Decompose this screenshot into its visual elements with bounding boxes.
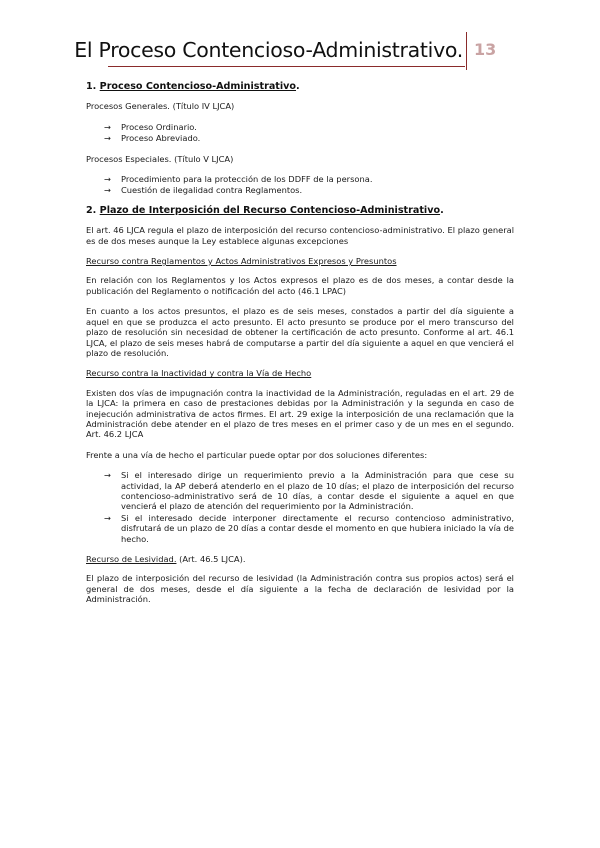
document-body: [86, 82, 514, 615]
list-item-text: Si el interesado dirige un requerimiento previo a la Administración para que cese su actividad, la AP deberá atenderlo en el plazo de 10 días; el plazo de interposición del recurso contencioso-administrativo será de 10 días, a contar desde el siguiente a aquel en que vencierá el plazo de atención del requerimiento por la Administración.: [121, 470, 514, 512]
section-1-title-end: .: [296, 81, 300, 92]
section-2-title: Plazo de Interposición del Recurso Contencioso-Administrativo: [99, 204, 441, 216]
section-2-intro: El art. 46 LJCA regula el plazo de interposición del recurso contencioso-administrativo. El plazo general es de dos meses aunque la Ley establece algunas excepciones: [86, 225, 514, 246]
arrow-bullet-icon: →: [104, 470, 111, 481]
procesos-especiales-label: Procesos Especiales. (Título V LJCA): [86, 153, 234, 164]
header-rule: [108, 66, 465, 67]
section-1-heading: [86, 82, 514, 92]
list-item-text: Proceso Abreviado.: [121, 133, 201, 144]
subheading-reglamentos: [86, 256, 514, 266]
list-item: [104, 133, 514, 143]
subheading-inactividad: [86, 368, 514, 378]
via-de-hecho-list: [86, 470, 514, 544]
paragraph-actos-presuntos: En cuanto a los actos presuntos, el plazo es de seis meses, constados a partir del día siguiente a aquel en que se produzca el acto presunto. El acto presunto se produce por el mero transcurso del plazo de resolución sin necesidad de obtener la certificación de acto presunto. Conforme al art. 46.1 LJCA, el plazo de seis meses habrá de computarse a partir del día siguiente a aquel en que vencierá el plazo de resolución.: [86, 306, 514, 358]
subheading-text: Recurso contra la Inactividad y contra la Vía de Hecho: [86, 368, 312, 379]
list-item: [104, 122, 514, 132]
paragraph-via-de-hecho: Frente a una vía de hecho el particular puede optar por dos soluciones diferentes:: [86, 449, 428, 460]
paragraph-lesividad: El plazo de interposición del recurso de lesividad (la Administración contra sus propios actos) será el general de dos meses, desde el día siguiente a la fecha de declaración de lesividad por la Administración.: [86, 573, 514, 605]
list-item: [104, 174, 514, 184]
list-item-text: Procedimiento para la protección de los DDFF de la persona.: [121, 174, 373, 185]
list-item-text: Cuestión de ilegalidad contra Reglamentos.: [121, 185, 303, 196]
arrow-bullet-icon: →: [104, 512, 111, 523]
arrow-bullet-icon: →: [104, 133, 111, 144]
section-2-heading: [86, 206, 514, 216]
section-1-number: 1.: [86, 81, 97, 92]
arrow-bullet-icon: →: [104, 174, 111, 185]
list-item: [104, 185, 514, 195]
paragraph-reglamentos-expresos: En relación con los Reglamentos y los Actos expresos el plazo es de dos meses, a contar desde la publicación del Reglamento o notificación del acto (46.1 LPAC): [86, 275, 514, 296]
list-item-text: Proceso Ordinario.: [121, 121, 197, 132]
paragraph-inactividad: Existen dos vías de impugnación contra la inactividad de la Administración, reguladas en el art. 29 de la LJCA: la primera en caso de prestaciones debidas por la Administración y la segunda en caso de inejecución administrativa de actos firmes. El art. 29 exige la interposición de una reclamación que la Administración debe atender en el plazo de tres meses en el primer caso y de un mes en el segundo. Art. 46.2 LJCA: [86, 387, 514, 440]
section-2-number: 2.: [86, 204, 97, 216]
subheading-text: Recurso de Lesividad.: [86, 554, 177, 564]
header-title: El Proceso Contencioso-Administrativo.: [74, 38, 463, 62]
subheading-text: Recurso contra Reglamentos y Actos Administrativos Expresos y Presuntos: [86, 256, 397, 267]
procesos-especiales-list: [86, 174, 514, 196]
arrow-bullet-icon: →: [104, 185, 111, 196]
subheading-lesividad: [86, 554, 514, 564]
page-number: 13: [474, 40, 497, 59]
page-header: [0, 30, 600, 70]
section-1-title: Proceso Contencioso-Administrativo: [99, 81, 297, 92]
header-divider: [466, 32, 467, 70]
subheading-reference: (Art. 46.5 LJCA).: [176, 554, 246, 564]
procesos-generales-label: Procesos Generales. (Título IV LJCA): [86, 101, 235, 112]
section-2-title-end: .: [440, 204, 444, 216]
list-item-text: Si el interesado decide interponer directamente el recurso contencioso administrativo, disfrutará de un plazo de 20 días a contar desde el momento en que hubiera iniciado la vía de hecho.: [121, 512, 514, 544]
arrow-bullet-icon: →: [104, 121, 111, 132]
list-item: [104, 513, 514, 544]
procesos-generales-list: [86, 122, 514, 144]
list-item: [104, 470, 514, 512]
